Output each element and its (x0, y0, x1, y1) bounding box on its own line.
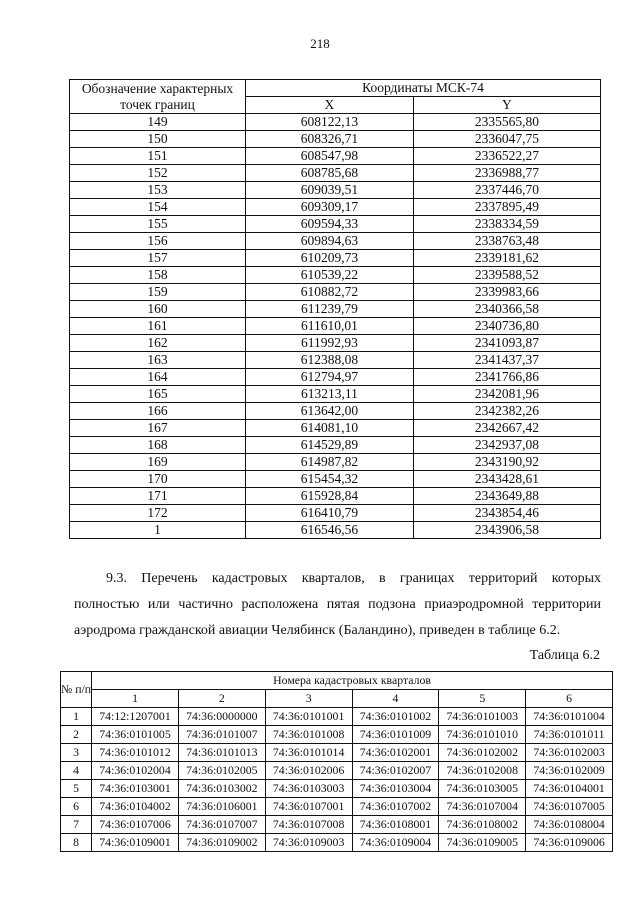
cell-y: 2342937,08 (413, 437, 600, 454)
cell-y: 2343906,58 (413, 522, 600, 539)
cadastral-number: 74:36:0103003 (265, 780, 352, 798)
cadastral-number: 74:36:0107007 (178, 816, 265, 834)
cadastral-number: 74:36:0104002 (92, 798, 179, 816)
column-number: 6 (526, 690, 613, 708)
cell-x: 608785,68 (246, 165, 414, 182)
cadastral-table-body (61, 708, 613, 852)
cadastral-number: 74:36:0101009 (352, 726, 439, 744)
cell-x: 611992,93 (246, 335, 414, 352)
coordinates-table (69, 79, 601, 539)
cadastral-number: 74:36:0102006 (265, 762, 352, 780)
cell-y: 2343428,61 (413, 471, 600, 488)
row-number: 1 (61, 708, 92, 726)
paragraph-9-3 (74, 566, 601, 644)
paragraph-line: 9.3. Перечень кадастровых кварталов, в границах территорий которых (106, 571, 601, 586)
table-row (70, 471, 601, 488)
cadastral-number: 74:36:0101003 (439, 708, 526, 726)
cadastral-number: 74:36:0101014 (265, 744, 352, 762)
cell-x: 611239,79 (246, 301, 414, 318)
cadastral-number: 74:36:0101013 (178, 744, 265, 762)
cell-point: 165 (70, 386, 246, 403)
cell-x: 610209,73 (246, 250, 414, 267)
table-row (70, 165, 601, 182)
cadastral-number: 74:36:0102005 (178, 762, 265, 780)
cell-y: 2341766,86 (413, 369, 600, 386)
cell-x: 615928,84 (246, 488, 414, 505)
cell-x: 616546,56 (246, 522, 414, 539)
cadastral-number: 74:36:0108002 (439, 816, 526, 834)
cell-x: 611610,01 (246, 318, 414, 335)
cell-point: 150 (70, 131, 246, 148)
cadastral-number: 74:36:0109002 (178, 834, 265, 852)
column-number: 1 (92, 690, 179, 708)
cell-point: 159 (70, 284, 246, 301)
cell-y: 2342382,26 (413, 403, 600, 420)
cell-y: 2336522,27 (413, 148, 600, 165)
cell-point: 169 (70, 454, 246, 471)
table-row (70, 284, 601, 301)
row-number: 4 (61, 762, 92, 780)
cadastral-number: 74:36:0107005 (526, 798, 613, 816)
cell-y: 2337895,49 (413, 199, 600, 216)
cadastral-number: 74:36:0107001 (265, 798, 352, 816)
cell-point: 157 (70, 250, 246, 267)
cell-x: 614987,82 (246, 454, 414, 471)
x-column-header: X (246, 97, 414, 114)
cadastral-number: 74:36:0107004 (439, 798, 526, 816)
table-row (70, 114, 601, 131)
table-row (61, 816, 613, 834)
point-designation-header: Обозначение характерных точек границ (70, 80, 246, 114)
cadastral-number: 74:36:0101001 (265, 708, 352, 726)
cadastral-number: 74:36:0107006 (92, 816, 179, 834)
cadastral-number: 74:36:0101008 (265, 726, 352, 744)
table-caption: Таблица 6.2 (529, 648, 600, 663)
cadastral-number: 74:12:1207001 (92, 708, 179, 726)
column-number: 4 (352, 690, 439, 708)
cell-point: 156 (70, 233, 246, 250)
table-row (70, 216, 601, 233)
cadastral-number: 74:36:0000000 (178, 708, 265, 726)
cadastral-number: 74:36:0101007 (178, 726, 265, 744)
cadastral-number: 74:36:0102008 (439, 762, 526, 780)
cell-x: 610539,22 (246, 267, 414, 284)
cell-point: 166 (70, 403, 246, 420)
table-row (70, 369, 601, 386)
cell-point: 171 (70, 488, 246, 505)
cadastral-number: 74:36:0101011 (526, 726, 613, 744)
cadastral-number: 74:36:0108004 (526, 816, 613, 834)
table-row (70, 386, 601, 403)
cell-x: 608547,98 (246, 148, 414, 165)
cell-y: 2339983,66 (413, 284, 600, 301)
column-number: 3 (265, 690, 352, 708)
cell-x: 608326,71 (246, 131, 414, 148)
cell-point: 155 (70, 216, 246, 233)
cadastral-number: 74:36:0102001 (352, 744, 439, 762)
cell-point: 172 (70, 505, 246, 522)
cell-x: 613642,00 (246, 403, 414, 420)
table-row (61, 834, 613, 852)
cadastral-number: 74:36:0103002 (178, 780, 265, 798)
table-row (70, 420, 601, 437)
quarters-header: Номера кадастровых кварталов (92, 672, 613, 690)
cell-point: 149 (70, 114, 246, 131)
cell-x: 609309,17 (246, 199, 414, 216)
cell-point: 158 (70, 267, 246, 284)
cadastral-number: 74:36:0106001 (178, 798, 265, 816)
cell-y: 2343190,92 (413, 454, 600, 471)
cell-y: 2338763,48 (413, 233, 600, 250)
row-number-header: № п/п (61, 672, 92, 708)
table-row (70, 182, 601, 199)
table-row (61, 708, 613, 726)
cell-y: 2343649,88 (413, 488, 600, 505)
cell-y: 2336988,77 (413, 165, 600, 182)
cell-y: 2336047,75 (413, 131, 600, 148)
table-row (70, 352, 601, 369)
column-number: 5 (439, 690, 526, 708)
cadastral-number: 74:36:0102009 (526, 762, 613, 780)
cadastral-number: 74:36:0108001 (352, 816, 439, 834)
cadastral-number: 74:36:0109005 (439, 834, 526, 852)
cadastral-number: 74:36:0101012 (92, 744, 179, 762)
cell-point: 168 (70, 437, 246, 454)
table-row (70, 301, 601, 318)
cell-point: 161 (70, 318, 246, 335)
cadastral-number: 74:36:0109003 (265, 834, 352, 852)
cadastral-number: 74:36:0102003 (526, 744, 613, 762)
cell-point: 1 (70, 522, 246, 539)
cell-y: 2340736,80 (413, 318, 600, 335)
cell-point: 163 (70, 352, 246, 369)
cadastral-number: 74:36:0109004 (352, 834, 439, 852)
table-row (61, 726, 613, 744)
cell-x: 609039,51 (246, 182, 414, 199)
table-row (70, 488, 601, 505)
cell-y: 2339588,52 (413, 267, 600, 284)
table-row (70, 505, 601, 522)
cell-x: 609594,33 (246, 216, 414, 233)
cell-point: 154 (70, 199, 246, 216)
cadastral-number: 74:36:0103004 (352, 780, 439, 798)
cell-x: 616410,79 (246, 505, 414, 522)
cell-x: 612794,97 (246, 369, 414, 386)
cell-point: 170 (70, 471, 246, 488)
column-number: 2 (178, 690, 265, 708)
cadastral-number: 74:36:0109001 (92, 834, 179, 852)
cadastral-number: 74:36:0101010 (439, 726, 526, 744)
row-number: 3 (61, 744, 92, 762)
table-row (70, 437, 601, 454)
cell-point: 167 (70, 420, 246, 437)
cadastral-quarters-table (60, 671, 613, 852)
table-row (70, 199, 601, 216)
cell-y: 2340366,58 (413, 301, 600, 318)
cadastral-number: 74:36:0101004 (526, 708, 613, 726)
table-row (70, 318, 601, 335)
cell-point: 152 (70, 165, 246, 182)
cell-x: 615454,32 (246, 471, 414, 488)
table-row (70, 131, 601, 148)
cadastral-number: 74:36:0101002 (352, 708, 439, 726)
cell-y: 2335565,80 (413, 114, 600, 131)
row-number: 6 (61, 798, 92, 816)
row-number: 5 (61, 780, 92, 798)
cell-point: 151 (70, 148, 246, 165)
table-row (70, 335, 601, 352)
cadastral-number: 74:36:0103001 (92, 780, 179, 798)
table-row (70, 267, 601, 284)
table-row (70, 522, 601, 539)
table-row (61, 798, 613, 816)
cadastral-number: 74:36:0103005 (439, 780, 526, 798)
cell-x: 614529,89 (246, 437, 414, 454)
table-row (70, 454, 601, 471)
cell-y: 2339181,62 (413, 250, 600, 267)
cell-y: 2342667,42 (413, 420, 600, 437)
cell-point: 162 (70, 335, 246, 352)
coordinates-header: Координаты МСК-74 (246, 80, 601, 97)
cadastral-number: 74:36:0102007 (352, 762, 439, 780)
cadastral-number: 74:36:0104001 (526, 780, 613, 798)
cell-x: 609894,63 (246, 233, 414, 250)
table-row (61, 744, 613, 762)
cell-x: 608122,13 (246, 114, 414, 131)
cell-point: 160 (70, 301, 246, 318)
cell-y: 2343854,46 (413, 505, 600, 522)
cell-x: 610882,72 (246, 284, 414, 301)
table-row (70, 250, 601, 267)
coordinates-table-body (70, 114, 601, 539)
cell-x: 612388,08 (246, 352, 414, 369)
cadastral-number: 74:36:0109006 (526, 834, 613, 852)
cell-point: 153 (70, 182, 246, 199)
cell-x: 614081,10 (246, 420, 414, 437)
paragraph-line: полностью или частично расположена пятая подзона приаэродромной территории (74, 597, 601, 612)
row-number: 8 (61, 834, 92, 852)
cadastral-number: 74:36:0107002 (352, 798, 439, 816)
table-row (70, 403, 601, 420)
row-number: 2 (61, 726, 92, 744)
column-numbers-row (61, 690, 613, 708)
cell-y: 2337446,70 (413, 182, 600, 199)
cadastral-number: 74:36:0107008 (265, 816, 352, 834)
table-row (70, 148, 601, 165)
cell-y: 2342081,96 (413, 386, 600, 403)
cadastral-number: 74:36:0102004 (92, 762, 179, 780)
y-column-header: Y (413, 97, 600, 114)
row-number: 7 (61, 816, 92, 834)
cadastral-number: 74:36:0102002 (439, 744, 526, 762)
cell-y: 2341437,37 (413, 352, 600, 369)
cell-x: 613213,11 (246, 386, 414, 403)
cell-y: 2341093,87 (413, 335, 600, 352)
table-row (70, 233, 601, 250)
cell-point: 164 (70, 369, 246, 386)
page-number: 218 (310, 36, 330, 51)
paragraph-line: аэродрома гражданской авиации Челябинск (Баландино), приведен в таблице 6.2. (74, 623, 561, 638)
cadastral-number: 74:36:0101005 (92, 726, 179, 744)
table-row (61, 762, 613, 780)
table-row (61, 780, 613, 798)
cell-y: 2338334,59 (413, 216, 600, 233)
